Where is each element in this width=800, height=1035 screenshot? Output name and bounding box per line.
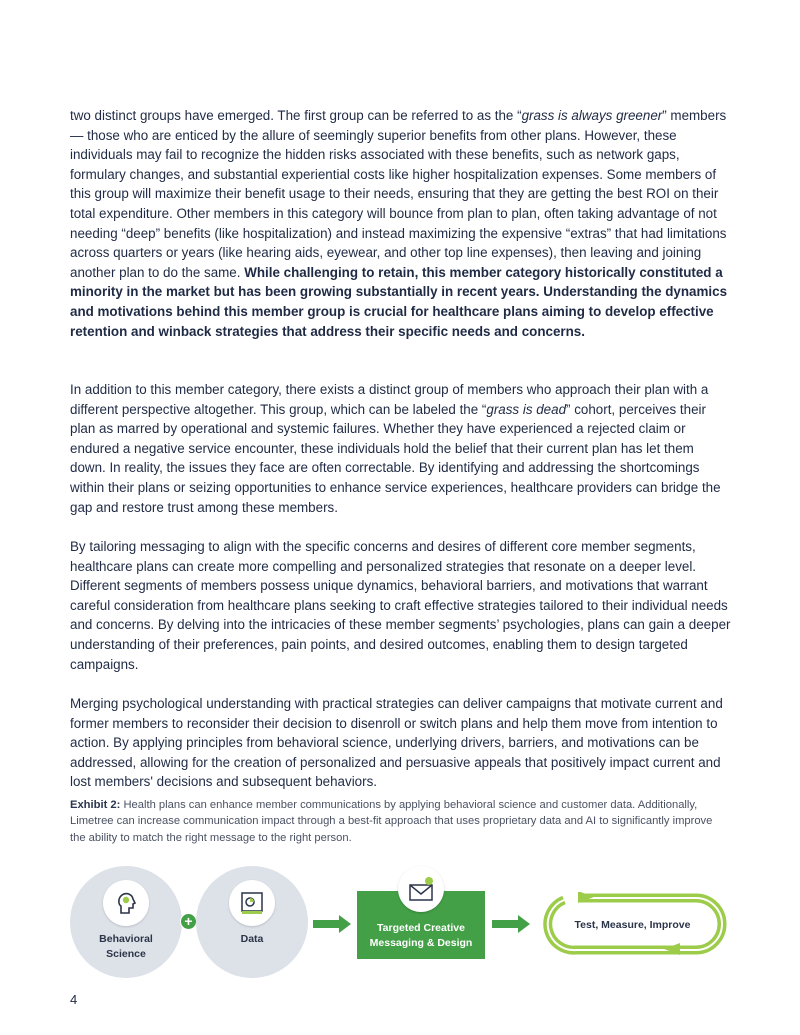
- test-measure-improve-label: Test, Measure, Improve: [574, 919, 691, 931]
- exhibit-label: Exhibit 2:: [70, 799, 121, 811]
- paragraph-text: [70, 106, 732, 341]
- envelope-icon: [407, 875, 435, 903]
- paragraph-merging: [70, 694, 732, 792]
- paragraph-tailoring: [70, 537, 732, 674]
- right-arrow-icon: [492, 915, 532, 933]
- data-chart-icon: [238, 889, 266, 917]
- behavioral-science-icon-disc: [103, 880, 149, 926]
- data-label: Data: [240, 933, 264, 945]
- text-run: grass is dead: [486, 401, 567, 417]
- paragraph-text: [70, 380, 732, 517]
- text-run: ” cohort, perceives their plan as marred by operational and systemic failures. Whether they have experienced a rejected claim or endured a negative service encounter, these individuals hold the belief that their current plan has let them down. In reality, the issues they face are often correctable. By identifying and addressing the shortcomings within their plans or seizing opportunities to enhance service experiences, healthcare providers can bridge the gap and restore trust among these members.: [70, 401, 721, 515]
- text-run: In addition to this member category, there exists a distinct group of members who approach their plan with a different perspective altogether. This group, which can be labeled the “: [70, 382, 709, 417]
- paragraph-grass-dead: [70, 380, 732, 517]
- paragraph-grass-greener: [70, 106, 732, 341]
- behavioral-science-circle: [70, 866, 182, 978]
- page-number: 4: [70, 992, 78, 1007]
- paragraph-text: [70, 694, 732, 792]
- exhibit-caption-text: Health plans can enhance member communications by applying behavioral science and customer data. Additionally, Limetree can increase communication impact through a best-fit approach that uses proprietary data and AI to significantly improve the ability to match the right message to the right person.: [70, 799, 713, 844]
- exhibit-diagram: [0, 860, 800, 985]
- data-circle: [196, 866, 308, 978]
- data-icon-disc: [229, 880, 275, 926]
- text-run: Merging psychological understanding with practical strategies can deliver campaigns that motivate current and former members to reconsider their decision to disenroll or switch plans and help them move from intention to action. By applying principles from behavioral science, underlying drivers, barriers, and motivations can be addressed, allowing for the creation of personalized and persuasive appeals that positively impact current and lost members' decisions and subsequent behaviors.: [70, 696, 723, 790]
- text-run: By tailoring messaging to align with the specific concerns and desires of different core member segments, healthcare plans can create more compelling and personalized strategies that resonate on a deeper level. Different segments of members possess unique dynamics, behavioral barriers, and motivations that warrant careful consideration from healthcare plans seeking to craft effective strategies tailored to their individual needs and concerns. By delving into the intricacies of these member segments’ psychologies, plans can gain a deeper understanding of their preferences, pain points, and desired outcomes, enabling them to design targeted campaigns.: [70, 539, 731, 672]
- text-run: ” members — those who are enticed by the allure of seemingly superior benefits from other plans. However, these individuals may fail to recognize the hidden risks associated with these benefits, such as network gaps, formulary changes, and substantial experiential costs like higher hospitalization expenses. Some members of this group will maximize their benefit usage to their needs, ensuring that they are getting the best ROI on their total expenditure. Other members in this category will bounce from plan to plan, often taking advantage of not needing “deep” benefits (like hospitalization) and instead maximizing the expensive “extras” that had limitations across quarters or years (like hearing aids, eyewear, and other top line expenses), then leaving and joining another plan to do the same.: [70, 108, 727, 280]
- exhibit-caption: [70, 797, 730, 846]
- right-arrow-icon: [313, 915, 353, 933]
- brain-head-icon: [112, 889, 140, 917]
- plus-icon: +: [180, 913, 197, 930]
- text-run: two distinct groups have emerged. The first group can be referred to as the “: [70, 108, 522, 123]
- text-run: grass is always greener: [521, 108, 663, 123]
- paragraph-text: [70, 537, 732, 674]
- targeted-creative-label: Targeted Creative Messaging & Design: [369, 922, 473, 949]
- envelope-icon-disc: [398, 866, 444, 912]
- text-run: While challenging to retain, this member category historically constituted a minority in the market but has been growing substantially in recent years. Understanding the dynamics and motivations behind this member group is crucial for healthcare plans aiming to develop effective retention and winback strategies that address their specific needs and concerns.: [70, 264, 728, 339]
- behavioral-science-label: Behavioral Science: [99, 933, 153, 960]
